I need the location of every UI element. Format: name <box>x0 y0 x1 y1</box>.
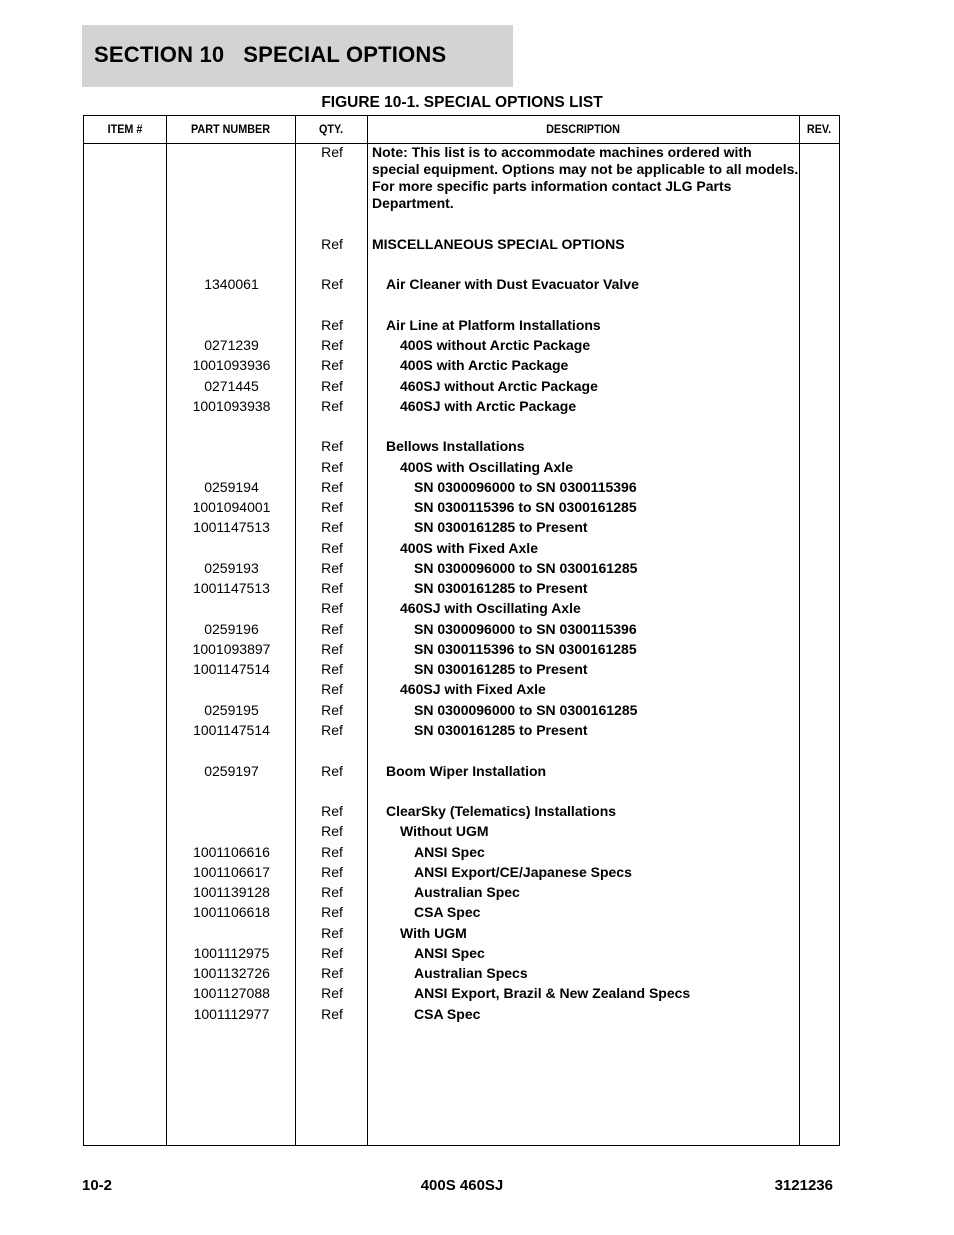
qty-cell: Ref <box>321 499 343 515</box>
part-number-cell: 1001094001 <box>192 499 271 515</box>
part-number-cell: 1001139128 <box>193 884 270 900</box>
qty-cell: Ref <box>321 925 343 941</box>
table-row <box>84 641 839 659</box>
qty-cell: Ref <box>321 378 343 394</box>
table-row <box>84 276 839 294</box>
qty-cell: Ref <box>321 763 343 779</box>
header-description: DESCRIPTION <box>546 122 620 136</box>
description-cell: SN 0300096000 to SN 0300161285 <box>414 560 638 576</box>
description-cell: SN 0300161285 to Present <box>414 661 588 677</box>
qty-cell: Ref <box>321 560 343 576</box>
description-cell: Australian Spec <box>414 884 520 900</box>
qty-cell: Ref <box>321 398 343 414</box>
description-cell: SN 0300096000 to SN 0300161285 <box>414 702 638 718</box>
table-row <box>84 560 839 578</box>
qty-cell: Ref <box>321 965 343 981</box>
part-number-cell: 1001106616 <box>193 844 270 860</box>
table-row <box>84 661 839 679</box>
note-qty: Ref <box>321 144 343 160</box>
description-cell: SN 0300115396 to SN 0300161285 <box>414 499 637 515</box>
description-cell: SN 0300096000 to SN 0300115396 <box>414 621 637 637</box>
qty-cell: Ref <box>321 985 343 1001</box>
description-cell: Air Cleaner with Dust Evacuator Valve <box>386 276 639 292</box>
qty-cell: Ref <box>321 641 343 657</box>
part-number-cell: 1001106618 <box>193 904 270 920</box>
document-number: 3121236 <box>774 1177 833 1194</box>
qty-cell: Ref <box>321 236 343 252</box>
table-row <box>84 925 839 943</box>
part-number-cell: 1001093938 <box>192 398 271 414</box>
part-number-cell: 0271445 <box>204 378 259 394</box>
table-row <box>84 1006 839 1024</box>
figure-title: FIGURE 10-1. SPECIAL OPTIONS LIST <box>321 94 603 111</box>
part-number-cell: 1001147514 <box>193 661 270 677</box>
description-cell: 460SJ with Arctic Package <box>400 398 577 414</box>
qty-cell: Ref <box>321 864 343 880</box>
description-cell: SN 0300161285 to Present <box>414 722 588 738</box>
section-title: SECTION 10 SPECIAL OPTIONS <box>94 42 447 67</box>
description-cell: ANSI Export, Brazil & New Zealand Specs <box>414 985 691 1001</box>
qty-cell: Ref <box>321 945 343 961</box>
qty-cell: Ref <box>321 337 343 353</box>
part-number-cell: 1001106617 <box>193 864 270 880</box>
table-row <box>84 438 839 456</box>
description-cell: Bellows Installations <box>386 438 525 454</box>
qty-cell: Ref <box>321 702 343 718</box>
part-number-cell: 0259195 <box>204 702 259 718</box>
description-cell: CSA Spec <box>414 904 481 920</box>
part-number-cell: 1001127088 <box>193 985 270 1001</box>
note-text: Note: This list is to accommodate machines ordered with special equipment. Options may not be applicable to all models. For more specific parts information contact JLG Parts Department. <box>372 144 799 211</box>
qty-cell: Ref <box>321 904 343 920</box>
description-cell: 460SJ without Arctic Package <box>400 378 598 394</box>
table-row <box>84 945 839 963</box>
part-number-cell: 0259193 <box>204 560 259 576</box>
table-row <box>84 580 839 598</box>
description-cell: SN 0300161285 to Present <box>414 519 588 535</box>
header-item: ITEM # <box>107 122 143 136</box>
qty-cell: Ref <box>321 1006 343 1022</box>
description-cell: With UGM <box>400 925 467 941</box>
part-number-cell: 1001147514 <box>193 722 270 738</box>
qty-cell: Ref <box>321 600 343 616</box>
description-cell: 460SJ with Oscillating Axle <box>400 600 581 616</box>
qty-cell: Ref <box>321 276 343 292</box>
description-cell: Boom Wiper Installation <box>386 763 547 779</box>
table-row <box>84 600 839 618</box>
qty-cell: Ref <box>321 844 343 860</box>
qty-cell: Ref <box>321 661 343 677</box>
table-row <box>84 357 839 375</box>
table-row <box>84 985 839 1003</box>
header-qty: QTY. <box>318 122 343 136</box>
qty-cell: Ref <box>321 884 343 900</box>
table-row <box>84 459 839 477</box>
table-row <box>84 823 839 841</box>
table-row <box>84 722 839 740</box>
qty-cell: Ref <box>321 317 343 333</box>
table-row <box>84 844 839 862</box>
part-number-cell: 1001112977 <box>193 1006 270 1022</box>
table-row <box>84 621 839 639</box>
part-number-cell: 0259194 <box>204 479 259 495</box>
table-row <box>84 884 839 902</box>
header-part-number: PART NUMBER <box>190 122 271 136</box>
qty-cell: Ref <box>321 357 343 373</box>
table-row <box>84 236 839 254</box>
description-cell: SN 0300161285 to Present <box>414 580 588 596</box>
part-number-cell: 0259196 <box>204 621 259 637</box>
qty-cell: Ref <box>321 621 343 637</box>
description-cell: 400S without Arctic Package <box>400 337 591 353</box>
qty-cell: Ref <box>321 580 343 596</box>
qty-cell: Ref <box>321 803 343 819</box>
qty-cell: Ref <box>321 681 343 697</box>
description-cell: ANSI Export/CE/Japanese Specs <box>414 864 632 880</box>
qty-cell: Ref <box>321 519 343 535</box>
table-row <box>84 398 839 416</box>
table-row <box>84 337 839 355</box>
qty-cell: Ref <box>321 540 343 556</box>
description-cell: ANSI Spec <box>414 945 485 961</box>
part-number-cell: 0271239 <box>204 337 259 353</box>
description-cell: Australian Specs <box>414 965 528 981</box>
description-cell: CSA Spec <box>414 1006 481 1022</box>
part-number-cell: 1001112975 <box>193 945 270 961</box>
table-row <box>84 317 839 335</box>
page-number: 10-2 <box>82 1177 113 1194</box>
table-row <box>84 702 839 720</box>
description-cell: Without UGM <box>400 823 489 839</box>
part-number-cell: 1340061 <box>204 276 259 292</box>
description-cell: SN 0300115396 to SN 0300161285 <box>414 641 637 657</box>
table-body <box>84 116 839 1145</box>
qty-cell: Ref <box>321 459 343 475</box>
table-row <box>84 864 839 882</box>
part-number-cell: 1001132726 <box>193 965 270 981</box>
table-row <box>84 763 839 781</box>
table-row <box>84 904 839 922</box>
description-cell: ANSI Spec <box>414 844 485 860</box>
qty-cell: Ref <box>321 823 343 839</box>
description-cell: MISCELLANEOUS SPECIAL OPTIONS <box>372 236 625 252</box>
description-cell: ClearSky (Telematics) Installations <box>386 803 617 819</box>
table-row <box>84 479 839 497</box>
part-number-cell: 0259197 <box>204 763 259 779</box>
table-row <box>84 378 839 396</box>
description-cell: 400S with Fixed Axle <box>400 540 538 556</box>
description-cell: 400S with Arctic Package <box>400 357 569 373</box>
model-name: 400S 460SJ <box>420 1177 504 1194</box>
table-row <box>84 803 839 821</box>
qty-cell: Ref <box>321 479 343 495</box>
special-options-table <box>83 115 840 1146</box>
qty-cell: Ref <box>321 722 343 738</box>
table-row <box>84 965 839 983</box>
part-number-cell: 1001147513 <box>193 519 270 535</box>
qty-cell: Ref <box>321 438 343 454</box>
part-number-cell: 1001093897 <box>192 641 271 657</box>
table-row <box>84 681 839 699</box>
table-row <box>84 499 839 517</box>
header-rev: REV. <box>806 122 832 136</box>
description-cell: 400S with Oscillating Axle <box>400 459 573 475</box>
table-row <box>84 519 839 537</box>
table-row <box>84 540 839 558</box>
description-cell: Air Line at Platform Installations <box>386 317 601 333</box>
description-cell: SN 0300096000 to SN 0300115396 <box>414 479 637 495</box>
part-number-cell: 1001093936 <box>192 357 271 373</box>
section-header-band <box>82 25 513 87</box>
part-number-cell: 1001147513 <box>193 580 270 596</box>
description-cell: 460SJ with Fixed Axle <box>400 681 546 697</box>
